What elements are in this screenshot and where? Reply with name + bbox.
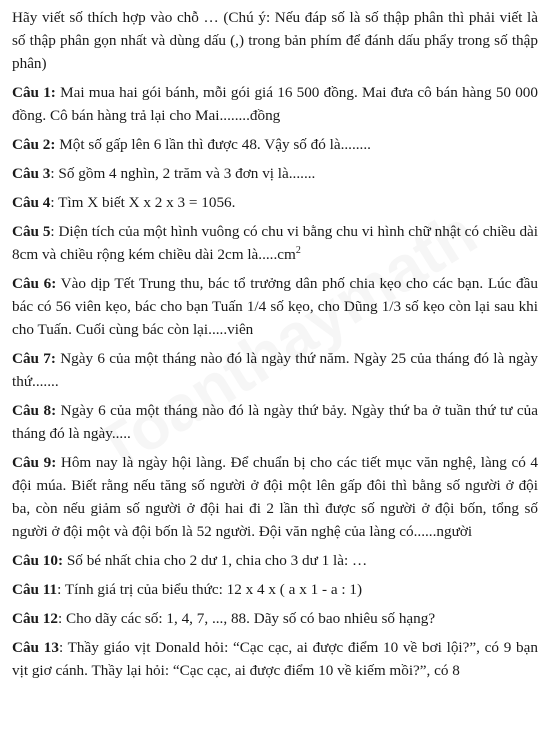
question-label: Câu 5: [12, 223, 51, 240]
question-9: [12, 451, 538, 543]
question-6: [12, 272, 538, 341]
question-label: Câu 7:: [12, 350, 56, 367]
question-4: [12, 191, 538, 214]
question-text: : Cho dãy các số: 1, 4, 7, ..., 88. Dãy số có bao nhiêu số hạng?: [58, 610, 436, 627]
question-12: [12, 607, 538, 630]
question-text: : Tìm X biết X x 2 x 3 = 1056.: [50, 194, 236, 211]
question-label: Câu 8:: [12, 402, 57, 419]
question-label: Câu 12: [12, 610, 58, 627]
question-label: Câu 13: [12, 639, 59, 656]
question-text: Hôm nay là ngày hội làng. Để chuẩn bị cho các tiết mục văn nghệ, làng có 4 đội múa. Biết rằng nếu tăng số người ở đội một lên gấp đôi thì bằng số người ở đội ba, còn nếu giảm số người ở đội hai đi 2 lần thì được số người ở đội bốn, tổng số người ở đội một và đội bốn là 52 người. Đội văn nghệ của làng có......người: [12, 454, 538, 540]
question-label: Câu 4: [12, 194, 51, 211]
superscript-unit: 2: [295, 244, 301, 256]
question-text: Vào dịp Tết Trung thu, bác tổ trưởng dân phố chia kẹo cho các bạn. Lúc đầu bác có 56 viên kẹo, bác cho bạn Tuấn 1/4 số kẹo, cho Dũng 1/3 số kẹo còn lại sau khi cho Tuấn. Cuối cùng bác còn lại.....viên: [12, 275, 538, 338]
question-label: Câu 2:: [12, 136, 56, 153]
question-label: Câu 11: [12, 581, 58, 598]
question-text: Mai mua hai gói bánh, mỗi gói giá 16 500 đồng. Mai đưa cô bán hàng 50 000 đồng. Cô bán hàng trả lại cho Mai........đồng: [12, 84, 538, 124]
question-text: : Diện tích của một hình vuông có chu vi bằng chu vi hình chữ nhật có chiều dài 8cm và chiều rộng kém chiều dài 2cm là.....cm: [12, 223, 538, 263]
question-13: [12, 636, 538, 682]
question-7: [12, 347, 538, 393]
question-label: Câu 6:: [12, 275, 57, 292]
question-label: Câu 9:: [12, 454, 57, 471]
question-5: [12, 220, 538, 266]
instructions: Hãy viết số thích hợp vào chỗ … (Chú ý: Nếu đáp số là số thập phân thì phải viết là số thập phân gọn nhất và dùng dấu (,) trong bản phím để đánh dấu phẩy trong số thập phân): [12, 9, 538, 72]
question-label: Câu 3: [12, 165, 51, 182]
question-3: [12, 162, 538, 185]
question-text: : Thầy giáo vịt Donald hỏi: “Cạc cạc, ai được điểm 10 về bơi lội?”, có 9 bạn vịt giơ cánh. Thầy lại hỏi: “Cạc cạc, ai được điểm 10 về kiếm mồi?”, có 8: [12, 639, 538, 679]
question-text: Một số gấp lên 6 lần thì được 48. Vậy số đó là........: [59, 136, 371, 153]
question-text: : Tính giá trị của biểu thức: 12 x 4 x ( a x 1 - a : 1): [57, 581, 363, 598]
question-text: Số bé nhất chia cho 2 dư 1, chia cho 3 dư 1 là: …: [66, 552, 368, 569]
question-10: [12, 549, 538, 572]
question-text: Ngày 6 của một tháng nào đó là ngày thứ năm. Ngày 25 của tháng đó là ngày thứ.......: [12, 350, 538, 390]
question-text: : Số gồm 4 nghìn, 2 trăm và 3 đơn vị là.......: [50, 165, 316, 182]
question-2: [12, 133, 538, 156]
question-8: [12, 399, 538, 445]
question-11: [12, 578, 538, 601]
question-1: [12, 81, 538, 127]
question-label: Câu 1:: [12, 84, 56, 101]
question-label: Câu 10:: [12, 552, 64, 569]
question-text: Ngày 6 của một tháng nào đó là ngày thứ bảy. Ngày thứ ba ở tuần thứ tư của tháng đó là ngày.....: [12, 402, 539, 442]
